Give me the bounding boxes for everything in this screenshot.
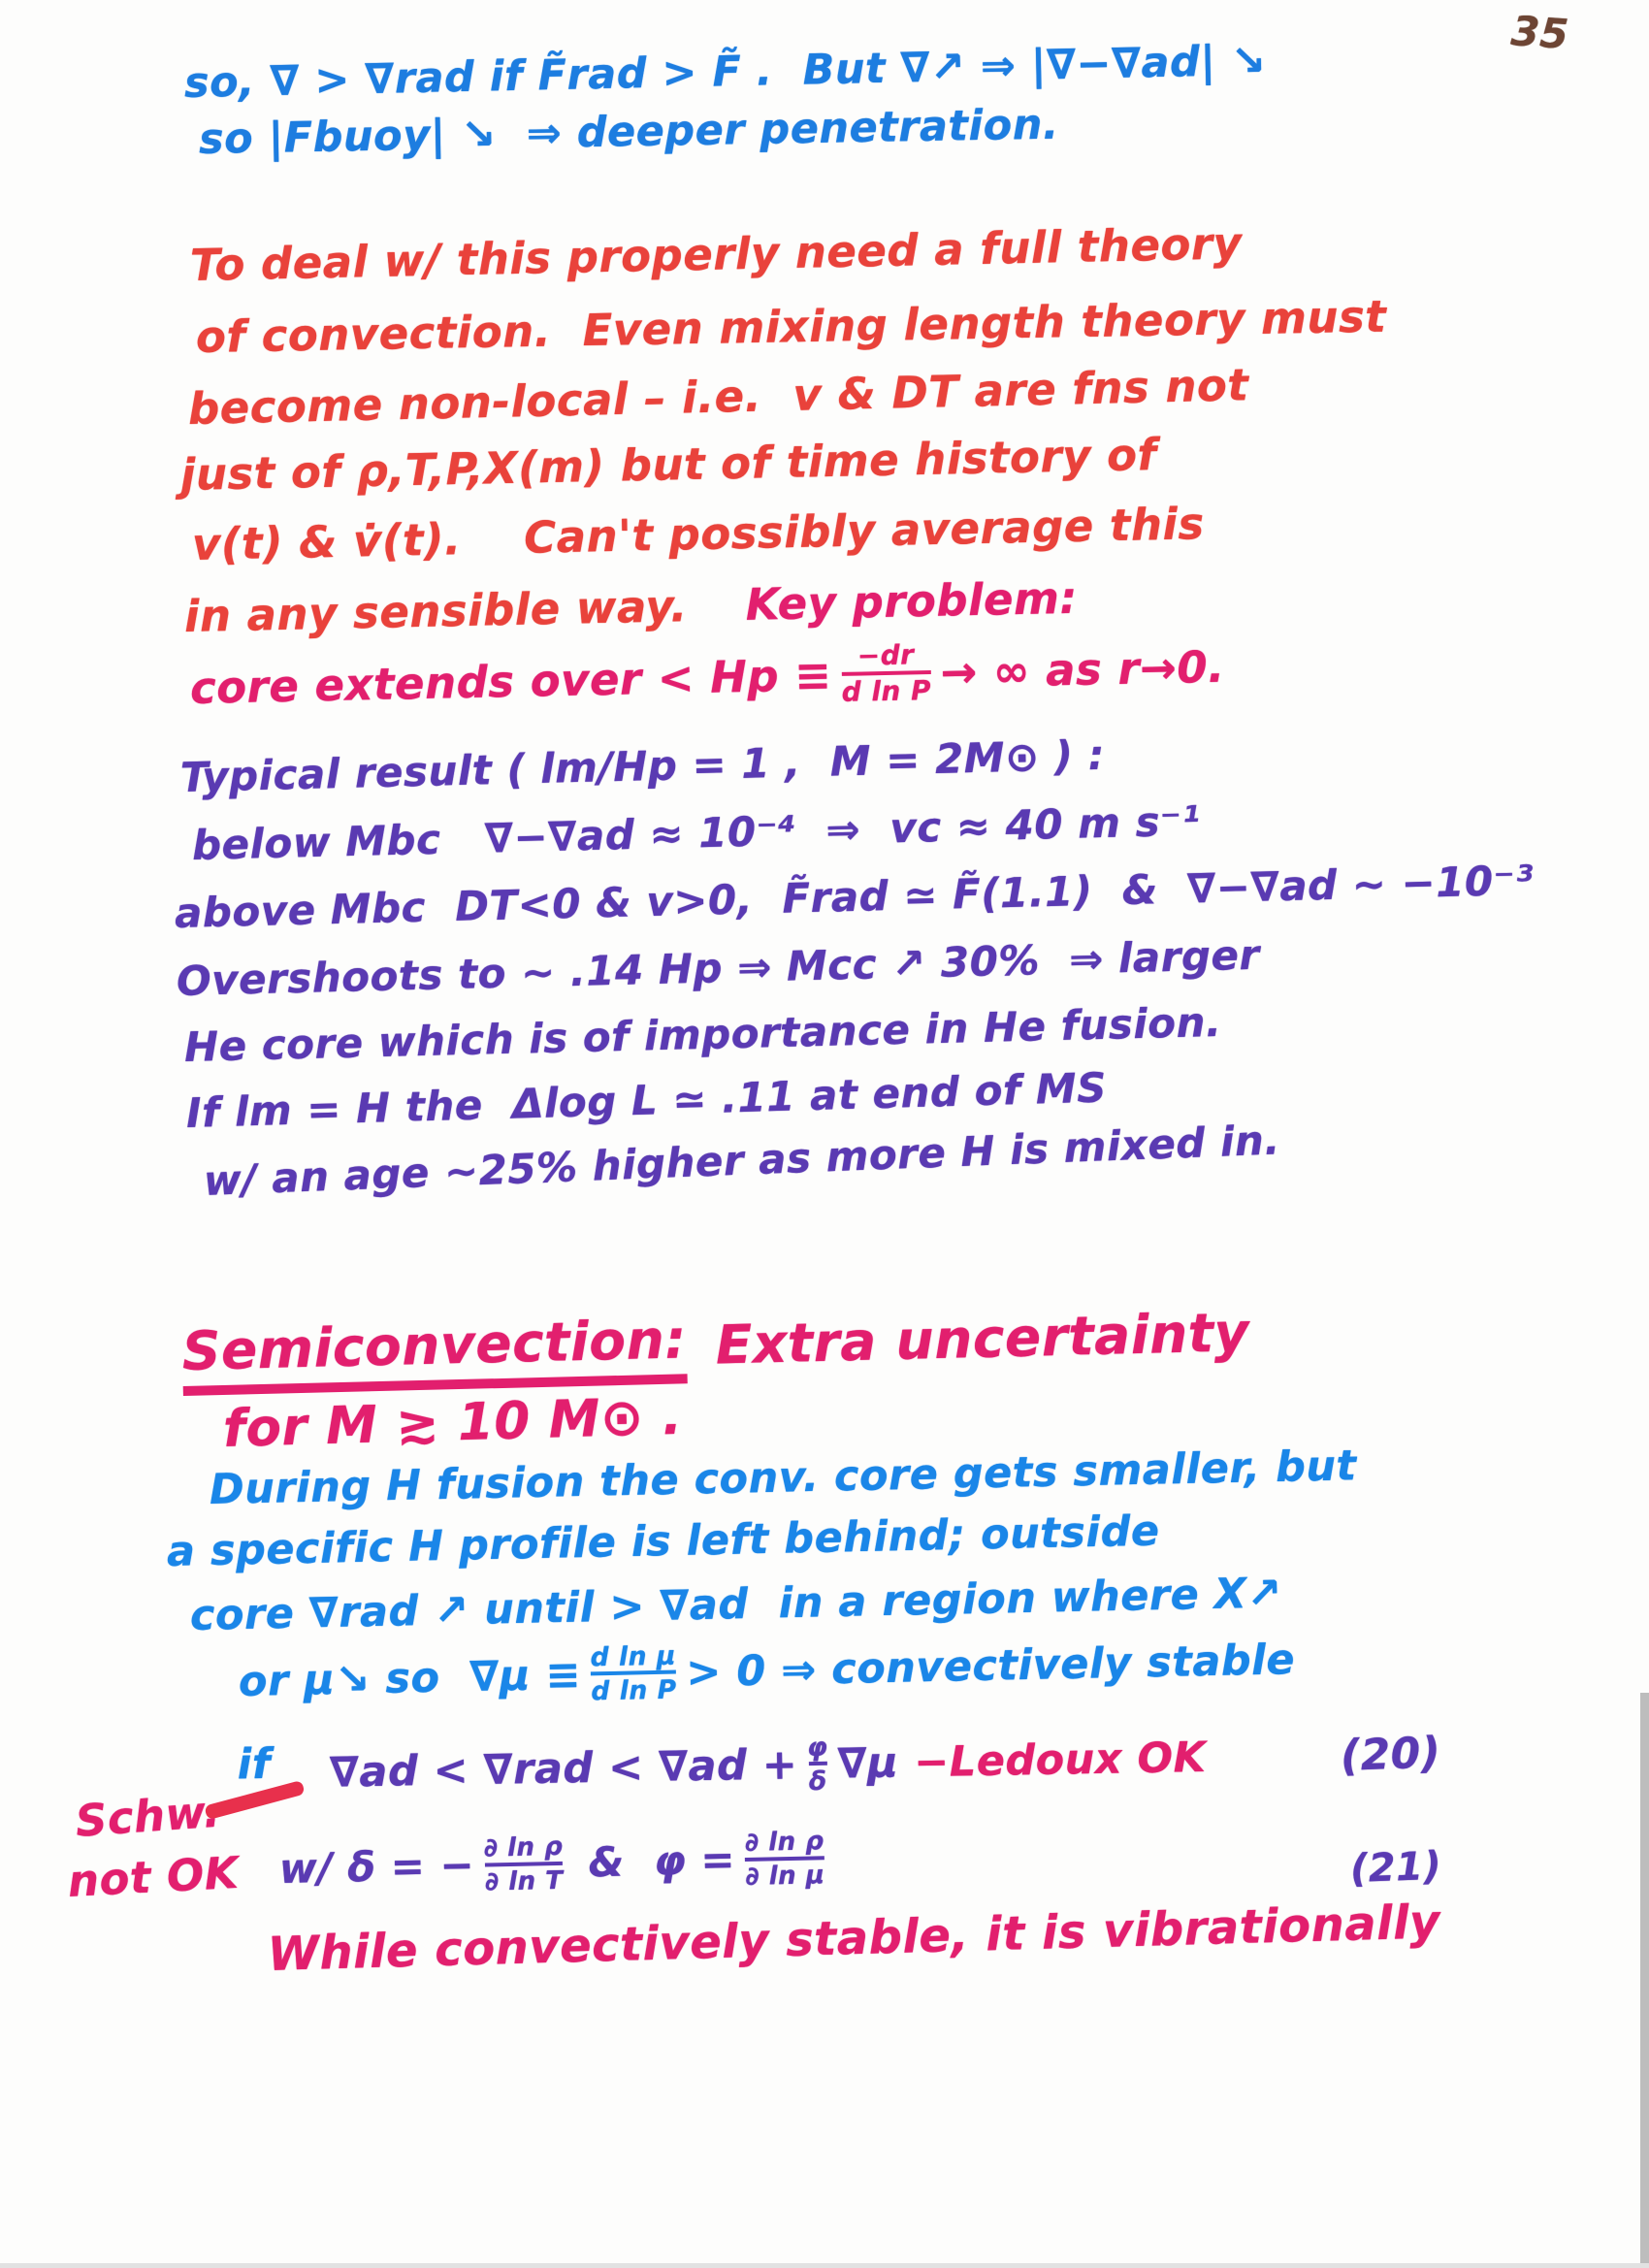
theory-line-2 [196, 292, 1387, 363]
margin-note-schwarzschild-1 [74, 1787, 222, 1847]
delta-definition-left: w/ δ = − [278, 1841, 475, 1894]
semiconvection-line-4-left: or μ↘ so ∇μ ≡ [238, 1650, 582, 1706]
semiconvection-line-4-right: > 0 ⇒ convectively stable [685, 1635, 1296, 1697]
equation-number-20 [1340, 1729, 1441, 1781]
dlnrho-dlnmu-fraction [744, 1828, 824, 1891]
margin-note-schwarzschild-2 [67, 1848, 241, 1907]
typical-result-line-7-text: w/ an age ~25% higher as more H is mixed in. [203, 1116, 1281, 1205]
pressure-scale-height-fraction [841, 640, 932, 707]
typical-result-line-6 [185, 1065, 1107, 1138]
page-number-text: 35 [1509, 7, 1571, 59]
typical-result-line-2-text: below Mbc ∇−∇ad ≈ 10⁻⁴ ⇒ vc ≈ 40 m s⁻¹ [191, 796, 1202, 869]
subheading-text: for M ≳ 10 M⊙ . [222, 1386, 684, 1459]
fraction-numerator: −dr [857, 638, 915, 672]
theory-line-3 [187, 360, 1248, 435]
heading-rest-text: Extra uncertainty [715, 1301, 1250, 1377]
typical-result-line-3-text: above Mbc DT<0 & v>0, F̃rad ≃ F̃(1.1) & ∇−∇ad ~ −10⁻³ [174, 856, 1535, 937]
theory-line-6 [183, 573, 1078, 642]
theory-line-3-text: become non-local – i.e. v & DT are fns not [187, 359, 1249, 435]
typical-result-line-1 [179, 732, 1105, 802]
equation-number-21 [1349, 1844, 1442, 1892]
key-problem-label: Key problem: [745, 571, 1079, 631]
fraction-numerator: d ln μ [590, 1640, 677, 1673]
key-problem-equation-right: → ∞ as r→0. [940, 640, 1226, 698]
typical-result-line-3 [174, 858, 1534, 938]
fraction-denominator: ∂ ln μ [745, 1856, 825, 1891]
intro-line-2-text: so |Fbuoy| ↘ ⇒ deeper penetration. [198, 100, 1060, 164]
closing-line [267, 1895, 1440, 1982]
dlnrho-dlnT-fraction [484, 1833, 565, 1896]
if-label: if [237, 1739, 272, 1790]
section-heading-semiconvection [181, 1295, 1250, 1396]
fraction-numerator: ∂ ln ρ [744, 1827, 824, 1858]
ledoux-ok-label: −Ledoux OK [913, 1733, 1207, 1787]
equation-number-21-text: (21) [1349, 1843, 1442, 1892]
scan-edge-bottom [0, 2263, 1649, 2268]
mu-gradient-fraction [590, 1642, 677, 1706]
intro-line-2 [199, 102, 1060, 165]
theory-line-1-text: To deal w/ this properly need a full theory [189, 217, 1243, 291]
semiconvection-line-2 [166, 1508, 1160, 1577]
definitions-equation-line [278, 1828, 834, 1900]
fraction-denominator: d ln P [841, 670, 931, 708]
fraction-numerator: φ [806, 1732, 828, 1764]
heading-underlined-word: Semiconvection: [181, 1309, 688, 1396]
theory-line-6-red-text: in any sensible way. [183, 580, 689, 642]
typical-result-line-2 [191, 798, 1201, 870]
key-problem-equation-left: core extends over < Hp ≡ [189, 648, 832, 714]
typical-result-line-4 [176, 932, 1260, 1006]
closing-line-text: While convectively stable, it is vibrationally [267, 1895, 1441, 1982]
fraction-denominator: δ [809, 1762, 827, 1797]
semiconvection-line-1-text: During H fusion the conv. core gets smaller, but [209, 1442, 1358, 1514]
semiconvection-line-2-text: a specific H profile is left behind; outside [166, 1507, 1161, 1576]
semiconvection-line-4 [238, 1629, 1295, 1713]
intro-line-1 [183, 38, 1267, 109]
theory-line-4-text: just of ρ,T,P,X(m) but of time history of [179, 428, 1158, 501]
theory-line-5 [191, 499, 1205, 570]
typical-result-line-5-text: He core which is of importance in He fusion. [183, 997, 1222, 1071]
typical-result-line-1-text: Typical result ( lm/Hp = 1 , M = 2M⊙ ) : [179, 730, 1106, 801]
theory-line-4 [179, 430, 1157, 501]
phi-definition-middle: & φ = [588, 1835, 736, 1887]
key-problem-equation [189, 634, 1225, 722]
typical-result-line-4-text: Overshoots to ~ .14 Hp ⇒ Mcc ↗ 30% ⇒ larger [176, 930, 1261, 1005]
margin-note-line-2: not OK [66, 1846, 241, 1907]
semiconvection-line-3-text: core ∇rad ↗ until > ∇ad in a region where X↗ [189, 1569, 1283, 1640]
intro-line-1-text: so, ∇ > ∇rad if F̃rad > F̃ . But ∇↗ ⇒ |∇−∇ad| ↘ [183, 36, 1267, 108]
margin-note-line-1: Schw. [74, 1785, 222, 1847]
page-number [1509, 8, 1570, 58]
theory-line-2-text: of convection. Even mixing length theory must [195, 290, 1387, 363]
scan-edge-right [1640, 1693, 1649, 2268]
typical-result-line-6-text: If lm = H the Δlog L ≃ .11 at end of MS [185, 1063, 1108, 1137]
fraction-denominator: ∂ ln T [485, 1862, 564, 1896]
phi-over-delta-fraction [807, 1733, 828, 1797]
semiconvection-line-3 [189, 1570, 1282, 1640]
typical-result-line-5 [183, 999, 1222, 1071]
theory-line-1 [189, 218, 1242, 290]
ledoux-inequality-left: ∇ad < ∇rad < ∇ad + [329, 1739, 798, 1798]
theory-line-5-text: v(t) & v̇(t). Can't possibly average this [191, 498, 1206, 570]
equation-number-20-text: (20) [1340, 1728, 1442, 1781]
fraction-denominator: d ln P [591, 1670, 677, 1706]
ledoux-inequality-right: ∇μ [837, 1738, 899, 1789]
section-subheading-mass-range [222, 1388, 683, 1460]
ledoux-criterion-line [203, 1725, 1207, 1808]
fraction-numerator: ∂ ln ρ [483, 1831, 564, 1863]
